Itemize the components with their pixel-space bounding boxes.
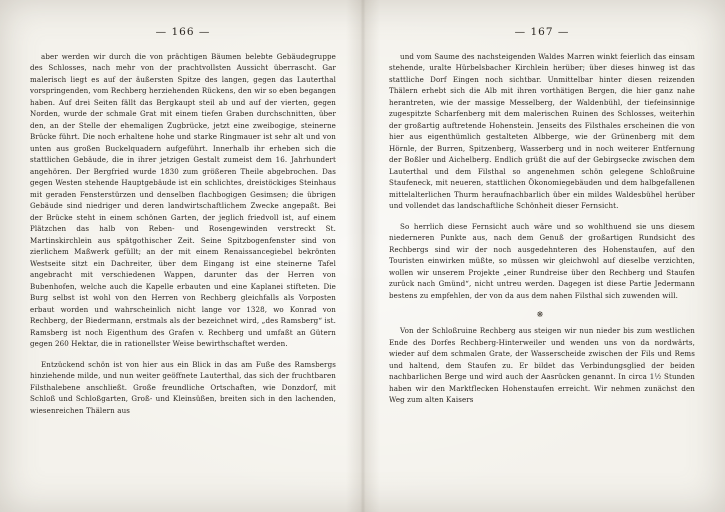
paragraph: So herrlich diese Fernsicht auch wäre und so wohlthuend sie uns diesem niederneren Punkte aus, nach dem Genuß der großartigen Rundsicht des Rechbergs sind wir der noch ausgedehnteren des Hohenstaufen, auf den Touristen einwirken müßte, so müssen wir gleichwohl auf dieselbe verzichten, wollen wir unserem Projekte „einer Rundreise über den Rechberg und Staufen zurück nach Gmünd“, nicht untreu werden. Dagegen ist diese Partie Jedermann bestens zu empfehlen, der von da aus dem nahen Filsthal sich zuwenden will. — [389, 221, 695, 300]
page-number-left: — 166 — — [155, 26, 211, 38]
paragraph: aber werden wir durch die von prächtigen Bäumen belebte Gebäudegruppe des Schlosses, nach mehr von der prachtvollsten Aussicht überrascht. Gar malerisch liegt es auf der äußersten Spitze des langen, gegen das Lauterthal vorspringenden, vom Rechberg herziehenden Rückens, den wir so eben begangen haben. Auf drei Seiten fällt das Bergkaupt steil ab und auf der vierten, gegen Norden, wurde der schmale Grat mit einem tiefen Graben durchschnitten, über den, an der Stelle der ehemaligen Zugbrücke, jetzt eine zweibogige, steinerne Brücke führt. Die noch erhaltene hohe und starke Ringmauer ist sehr alt und von unten aus großen Buckelquadern aufgeführt. Innerhalb ihr erheben sich die stattlichen Gebäude, die in ihrer jetzigen Gestalt zumeist dem 16. Jahrhundert angehören. Der Bergfried wurde 1830 zum größeren Theile abgebrochen. Das gegen Westen stehende Hauptgebäude ist ein schlichtes, dreistöckiges Steinhaus mit geraden Fensterstürzen und denselben flachbogigen Gesimsen; die übrigen Gebäude sind niedriger und deren landwirtschaftlichem Zwecke angepaßt. Bei der Brücke steht in einem schönen Garten, der jeglich friedvoll ist, auf einem Plätzchen das halb von Reben- und Rosengewinden verstreckt St. Martinskirchlein aus spätgothischer Zeit. Seine Spitzbogenfenster sind von zierlichem Maßwerk gefüllt; an der mit einem Renaissancegiebel bekrönten Westseite sitzt ein Dachreiter, über dem Eingang ist eine steinerne Tafel angebracht mit verschiedenen Wappen, darunter das der Herren von Bubenhofen, welche auch die Kapelle erbauten und eine Kaplanei stifteten. Die Burg selbst ist wohl von den Herren von Rechberg gleichfalls als Vorposten erbaut worden und wahrscheinlich nicht lange vor 1328, wo Konrad von Rechberg, der Biedermann, erstmals als der bezeichnet wird, „des Ramsberg“ ist. Ramsberg ist noch Eigenthum des Grafen v. Rechberg und umfaßt an Gütern gegen 260 Hektar, die in rationellster Weise bewirthschaftet werden. — [30, 52, 336, 349]
ornament-divider: ❋ — [536, 310, 548, 320]
paragraph: und vom Saume des nachsteigenden Waldes Marren winkt feierlich das einsam stehende, uralte Hürbelsbacher Kirchlein herüber; über dieses hinweg ist das stattliche Dorf Eingen noch sichtbar. Unmittelbar hinter diesen reizenden Thälern erhebt sich die Alb mit ihren vorthätigen Bergen, die hier ganz nahe herantreten, wie der massige Messelberg, der Waldenbühl, der tiefeinsinnige zugespitzte Scharfenberg mit dem malerischen Ruinen des Schlosses, weiterhin der großartig auftretende Hohenstein. Jenseits des Filsthales erscheinen die von hier aus eigenthümlich gestalteten Albberge, wie der Grünenberg mit dem Hörnle, der Burren, Spitzenberg, Wasserberg und in noch weiterer Entfernung der Boßler und Aichelberg. Endlich grüßt die auf der Gebirgsecke zwischen dem Lauterthal und dem Filsthal so angenehmen schön gelegene Schloßruine Staufeneck, mit neueren, stattlichen Ökonomiegebäuden und dem halbgefallenen mittelalterlichen Thurm heraufnachbarlich über ein mildes Waldesbühel herüber und vollendet das landschaftliche Schönheit dieser Fernsicht. — [389, 52, 695, 211]
left-page — [0, 0, 362, 512]
paragraph: Von der Schloßruine Rechberg aus steigen wir nun nieder bis zum westlichen Ende des Dorfes Rechberg-Hinterweiler und wenden uns von da nordwärts, wieder auf dem schmalen Grate, der Wasserscheide zwischen der Fils und Rems und haltend, dem Staufen zu. Er bildet das Verbindungsglied der beiden nachbarlichen Berge und wird auch der Aasrücken genannt. In circa 1½ Stunden haben wir den Marktflecken Hohenstaufen erreicht. Wir nehmen zunächst den Weg zum alten Kaisers — [389, 326, 695, 405]
page-number-right: — 167 — — [514, 26, 570, 38]
paragraph: Entzückend schön ist von hier aus ein Blick in das am Fuße des Ramsbergs hinziehende milde, und nun weiter geöffnete Lauterthal, das sich der fruchtbaren Filsthalebene anschließt. Große freundliche Ortschaften, wie Donzdorf, mit Schloß und Schloßgarten, Groß- und Kleinsüßen, breiten sich in den lachenden, wiesenreichen Thälern aus — [30, 359, 336, 415]
right-page — [363, 0, 725, 512]
